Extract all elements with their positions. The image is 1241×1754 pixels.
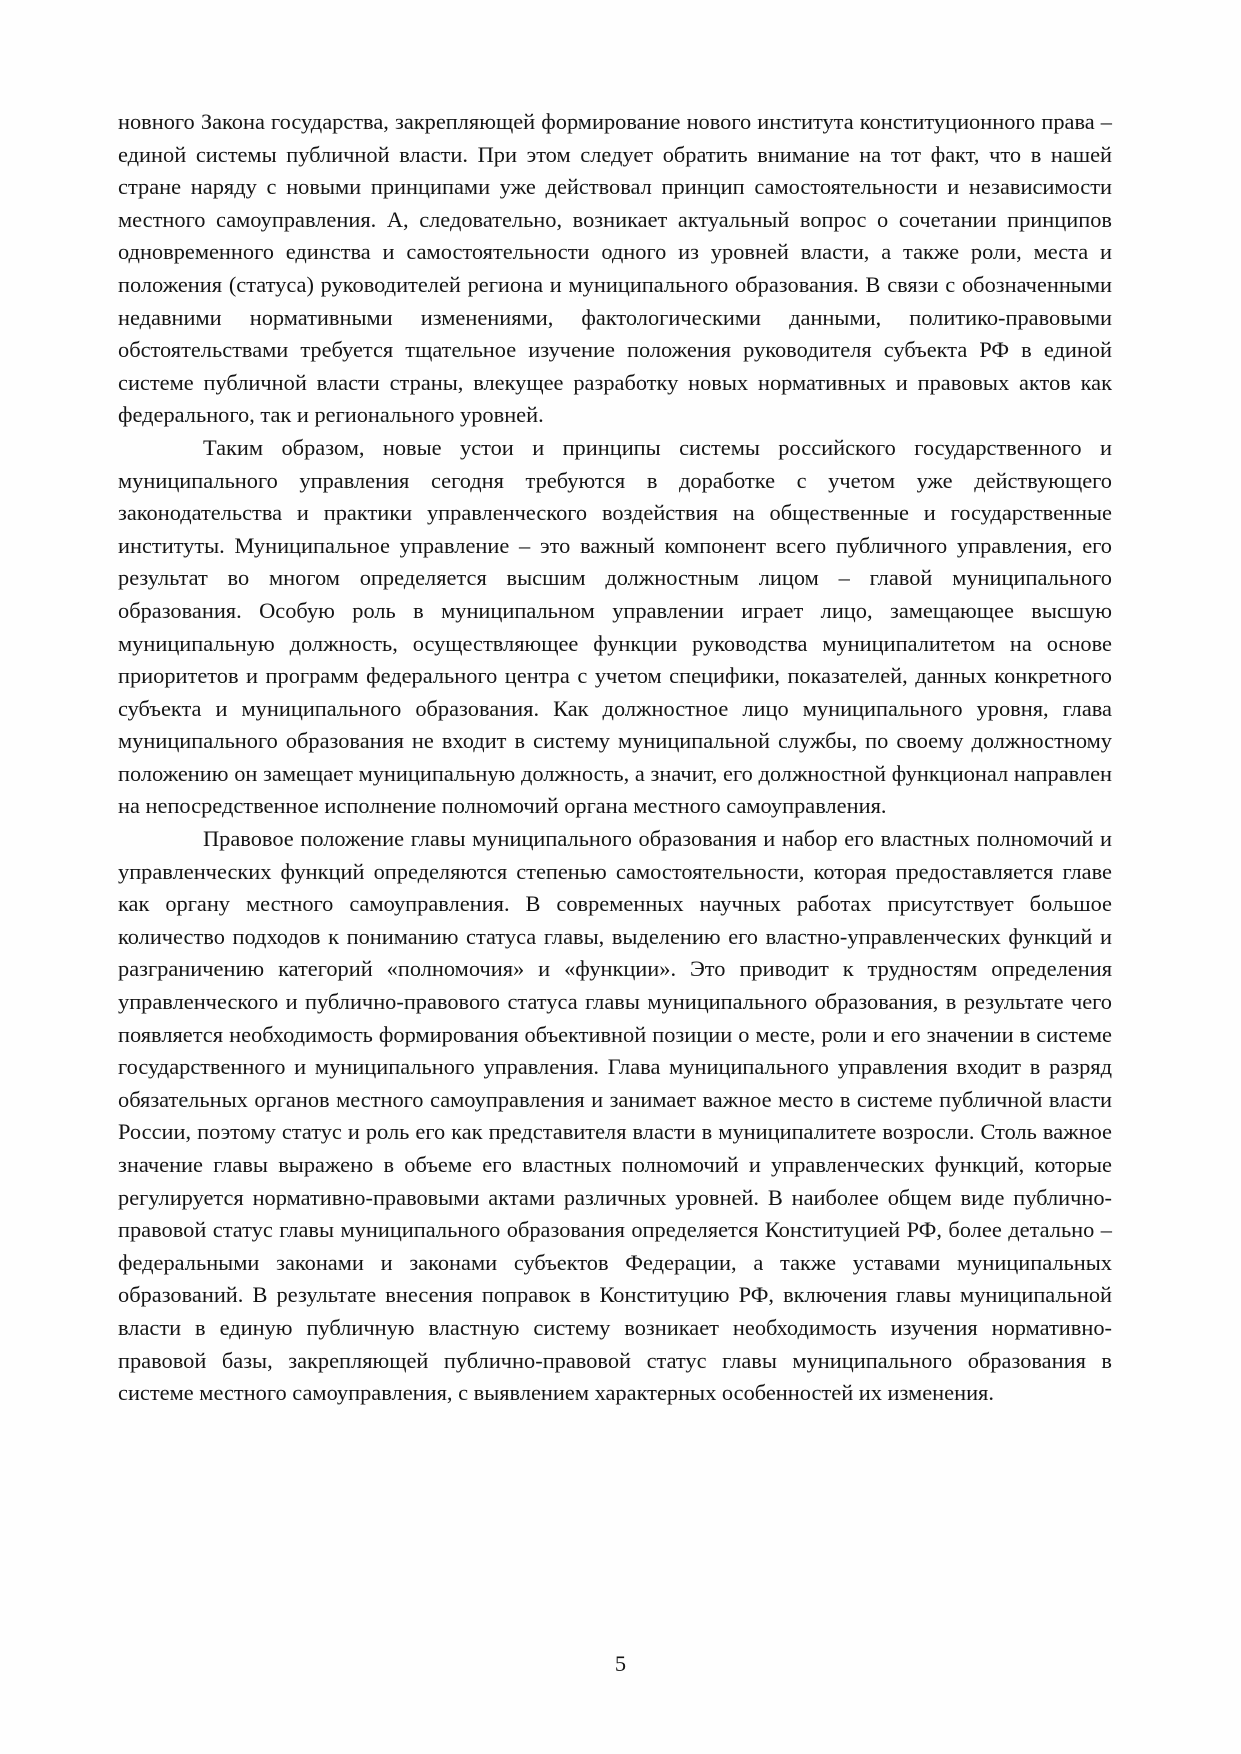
paragraph-public-administration: Таким образом, новые устои и принципы системы российского государственного и муниципального управления сегодня требуются в доработке с учетом уже действующего законодательства и практики управленческого воздействия на общественные и государственные институты. Муниципальное управление – это важный компонент всего публичного управления, его результат во многом определяется высшим должностным лицом – главой муниципального образования. Особую роль в муниципальном управлении играет лицо, замещающее высшую муниципальную должность, осуществляющее функции руководства муниципалитетом на основе приоритетов и программ федерального центра с учетом специфики, показателей, данных конкретного субъекта и муниципального образования. Как должностное лицо муниципального уровня, глава муниципального образования не входит в систему муниципальной службы, по своему должностному положению он замещает муниципальную должность, а значит, его должностной функционал направлен на непосредственное исполнение полномочий органа местного самоуправления. [118, 434, 1112, 819]
body-text [118, 106, 1112, 1410]
page-number: 5 [614, 1651, 627, 1676]
paragraph-continuation: новного Закона государства, закрепляющей формирование нового института конституционного права – единой системы публичной власти. При этом следует обратить внимание на тот факт, что в нашей стране наряду с новыми принципами уже действовал принцип самостоятельности и независимости местного самоуправления. А, следовательно, возникает актуальный вопрос о сочетании принципов одновременного единства и самостоятельности одного из уровней власти, а также роли, места и положения (статуса) руководителей региона и муниципального образования. В связи с обозначенными недавними нормативными изменениями, фактологическими данными, политико-правовыми обстоятельствами требуется тщательное изучение положения руководителя субъекта РФ в единой системе публичной власти страны, влекущее разработку новых нормативных и правовых актов как федерального, так и регионального уровней. [118, 109, 1112, 428]
paragraph-legal-status: Правовое положение главы муниципального образования и набор его властных полномочий и управленческих функций определяются степенью самостоятельности, которая предоставляется главе как органу местного самоуправления. В современных научных работах присутствует большое количество подходов к пониманию статуса главы, выделению его властно-управленческих функций и разграничению категорий «полномочия» и «функции». Это приводит к трудностям определения управленческого и публично-правового статуса главы муниципального образования, в результате чего появляется необходимость формирования объективной позиции о месте, роли и его значении в системе государственного и муниципального управления. Глава муниципального управления входит в разряд обязательных органов местного самоуправления и занимает важное место в системе публичной власти России, поэтому статус и роль его как представителя власти в муниципалитете возросли. Столь важное значение главы выражено в объеме его властных полномочий и управленческих функций, которые регулируется нормативно-правовыми актами различных уровней. В наиболее общем виде публично-правовой статус главы муниципального образования определяется Конституцией РФ, более детально – федеральными законами и законами субъектов Федерации, а также уставами муниципальных образований. В результате внесения поправок в Конституцию РФ, включения главы муниципальной власти в единую публичную властную систему возникает необходимость изучения нормативно-правовой базы, закрепляющей публично-правовой статус главы муниципального образования в системе местного самоуправления, с выявлением характерных особенностей их изменения. [118, 826, 1112, 1406]
